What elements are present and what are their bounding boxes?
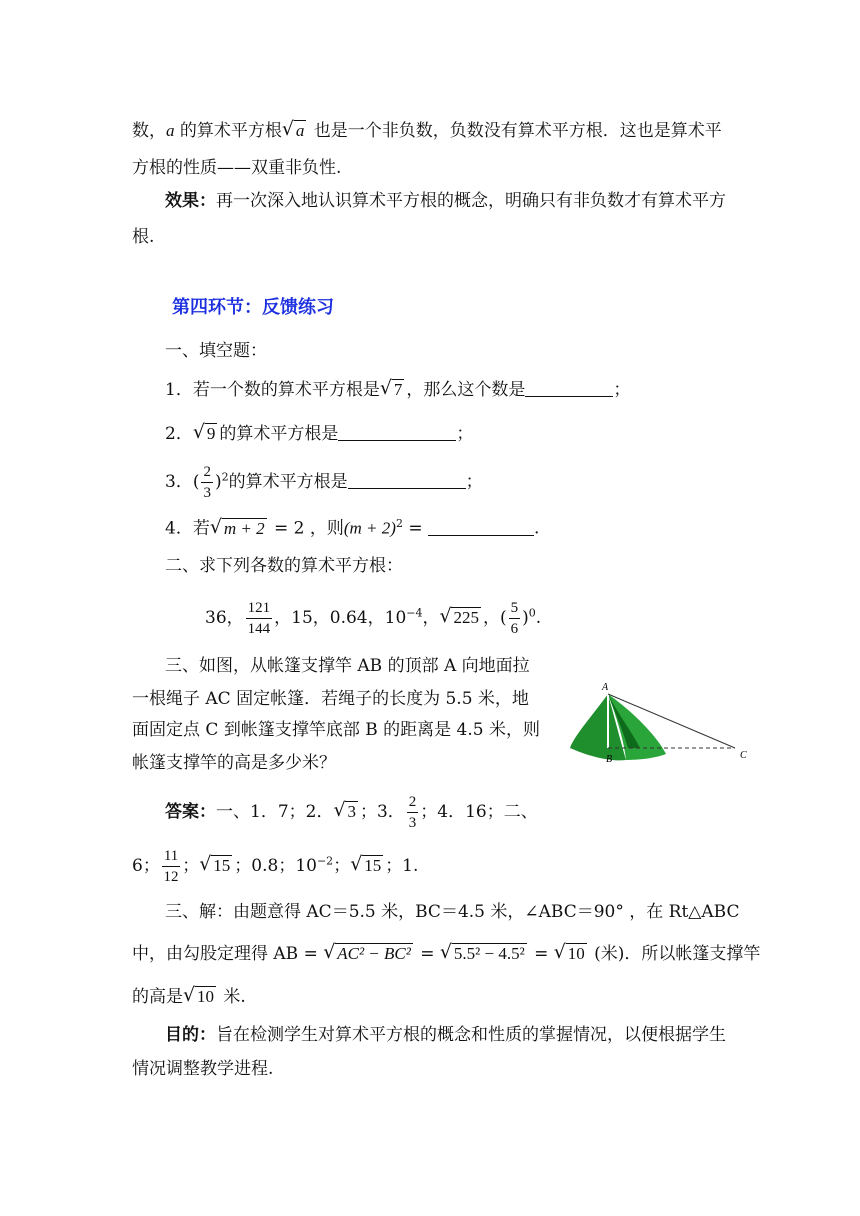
text: ；3．	[359, 802, 405, 822]
purpose-text: 旨在检测学生对算术平方根的概念和性质的掌握情况，以便根据学生	[216, 1025, 726, 1045]
text: .	[534, 518, 540, 539]
text: 的算术平方根是	[228, 472, 348, 492]
radicand: 225	[453, 608, 479, 627]
numerator: 2	[201, 462, 213, 483]
answer-line1	[165, 792, 538, 833]
text: ；0.8；	[234, 856, 296, 876]
numerator: 5	[509, 598, 521, 619]
problem3-line3: 面固定点 C 到帐篷支撑竿底部 B 的距离是 4.5 米，则	[132, 720, 540, 740]
text: .	[535, 608, 542, 628]
exponent: 2	[221, 470, 229, 484]
tent-diagram	[570, 676, 760, 776]
radicand: 5.5² − 4.5²	[453, 944, 525, 963]
effect-text: 再一次深入地认识算术平方根的概念，明确只有非负数才有算术平方	[216, 191, 726, 211]
sqrt-a	[284, 118, 307, 144]
radicand: 10	[567, 944, 585, 963]
sqrt-7	[382, 377, 405, 403]
sqrt-15	[201, 853, 232, 879]
text: ，15，0.64，	[274, 608, 385, 628]
effect-line2: 根.	[132, 227, 155, 247]
section-heading: 第四环节：反馈练习	[172, 297, 334, 318]
label-b: B	[606, 754, 613, 765]
answer-blank[interactable]	[525, 378, 613, 397]
numerator: 2	[407, 792, 419, 813]
problem3-line4: 帐篷支撑竿的高是多少米？	[132, 753, 336, 773]
radicand: 10	[197, 987, 214, 1006]
fraction-121-144	[246, 598, 273, 639]
text: ；	[333, 856, 351, 876]
expression: (m + 2)	[343, 518, 396, 538]
sqrt-task-title: 二、求下列各数的算术平方根：	[165, 556, 403, 576]
para1-line1	[132, 118, 722, 144]
effect-line1	[165, 188, 726, 214]
text: ，那么这个数是	[406, 380, 526, 400]
purpose-line2: 情况调整教学进程.	[132, 1059, 274, 1079]
question-2	[165, 421, 473, 447]
sqrt-15	[352, 853, 383, 879]
radicand: 9	[206, 424, 216, 443]
text: 的高是	[132, 987, 183, 1007]
answer-blank[interactable]	[348, 470, 466, 489]
text: =	[402, 518, 428, 539]
text: ；	[613, 380, 631, 400]
exponent: −2	[316, 854, 334, 868]
purpose-label: 目的：	[165, 1025, 216, 1045]
fraction-11-12	[162, 846, 180, 887]
text: ；	[182, 856, 200, 876]
answer-line2	[132, 846, 418, 887]
effect-label: 效果：	[165, 191, 216, 211]
text: 6；	[132, 856, 160, 876]
sqrt-10	[556, 941, 587, 967]
question-3	[165, 462, 483, 503]
radicand: 15	[364, 856, 382, 875]
text: 36，	[205, 608, 244, 628]
var-a: a	[166, 121, 175, 140]
base: 10	[384, 608, 407, 628]
paren-open: (	[192, 472, 200, 492]
exponent: 2	[395, 517, 403, 530]
text: ，	[482, 608, 500, 628]
denominator: 6	[510, 621, 519, 637]
question-4	[165, 511, 539, 542]
radicand: AC² − BC²	[337, 944, 411, 963]
text: 3．	[165, 472, 193, 492]
sqrt-expr2	[442, 941, 527, 967]
solution-line2	[132, 941, 760, 967]
denominator: 3	[408, 815, 417, 831]
exponent: 0	[528, 606, 536, 620]
denominator: 12	[163, 869, 179, 885]
paren-open: (	[499, 608, 507, 628]
text: ，	[422, 608, 440, 628]
label-c: C	[740, 750, 747, 761]
fraction-2-3	[407, 792, 419, 833]
radicand: 3	[347, 802, 356, 821]
radicand: 7	[393, 380, 403, 399]
text: 数，	[132, 121, 166, 141]
sqrt-task-numbers	[205, 598, 541, 639]
text: 中，由勾股定理得 AB =	[132, 944, 324, 964]
fraction	[201, 462, 213, 503]
label-a: A	[602, 682, 609, 693]
answer-blank[interactable]	[338, 422, 456, 441]
text: 的算术平方根	[174, 121, 282, 141]
sqrt-10	[185, 984, 216, 1010]
sqrt-expr1	[325, 941, 413, 967]
text: =	[528, 944, 554, 964]
problem3-line1: 三、如图，从帐篷支撑竿 AB 的顶部 A 向地面拉	[165, 656, 530, 676]
tent-figure	[570, 676, 760, 776]
sqrt-225	[441, 605, 481, 631]
question-1	[165, 377, 630, 403]
radicand: 15	[213, 856, 231, 875]
answer-label: 答案：	[165, 802, 216, 822]
radicand: m + 2	[223, 518, 265, 538]
sqrt-3	[335, 799, 358, 825]
purpose-line1	[165, 1022, 726, 1048]
text: ；4．16；二、	[420, 802, 538, 822]
text: 的算术平方根是	[219, 424, 339, 444]
denominator: 3	[203, 485, 211, 501]
text: (米)．所以帐篷支撑竿	[588, 944, 761, 964]
text: 一、1．7；2．	[216, 802, 334, 822]
sqrt-m-plus-2	[212, 516, 267, 542]
problem3-line2: 一根绳子 AC 固定帐篷．若绳子的长度为 5.5 米，地	[132, 689, 529, 709]
text: 米.	[218, 987, 246, 1007]
answer-blank[interactable]	[428, 517, 534, 536]
radicand: a	[295, 121, 305, 140]
solution-line3	[132, 984, 246, 1010]
text: 4．若	[165, 518, 210, 539]
paren-close: )	[522, 608, 529, 628]
sqrt-9	[195, 421, 218, 447]
paren-close: )	[214, 472, 222, 492]
denominator: 144	[247, 621, 271, 637]
text: =	[414, 944, 440, 964]
numerator: 11	[162, 846, 180, 867]
text: ；	[456, 424, 474, 444]
text: 也是一个非负数，负数没有算术平方根．这也是算术平	[308, 121, 722, 141]
numerator: 121	[246, 598, 273, 619]
text: 2．	[165, 424, 193, 444]
text: 1．若一个数的算术平方根是	[165, 380, 380, 400]
fill-title: 一、填空题：	[165, 341, 267, 361]
base: 10	[295, 856, 317, 876]
text: ；	[465, 472, 483, 492]
text: ；1.	[385, 856, 419, 876]
fraction-5-6	[509, 598, 521, 639]
exponent: −4	[406, 606, 423, 620]
text: = 2 ，则	[268, 518, 344, 539]
solution-line1: 三、解：由题意得 AC＝5.5 米，BC＝4.5 米，∠ABC＝90° ，在 Rt△ABC	[165, 902, 740, 922]
para1-line2: 方根的性质——双重非负性.	[132, 158, 342, 178]
